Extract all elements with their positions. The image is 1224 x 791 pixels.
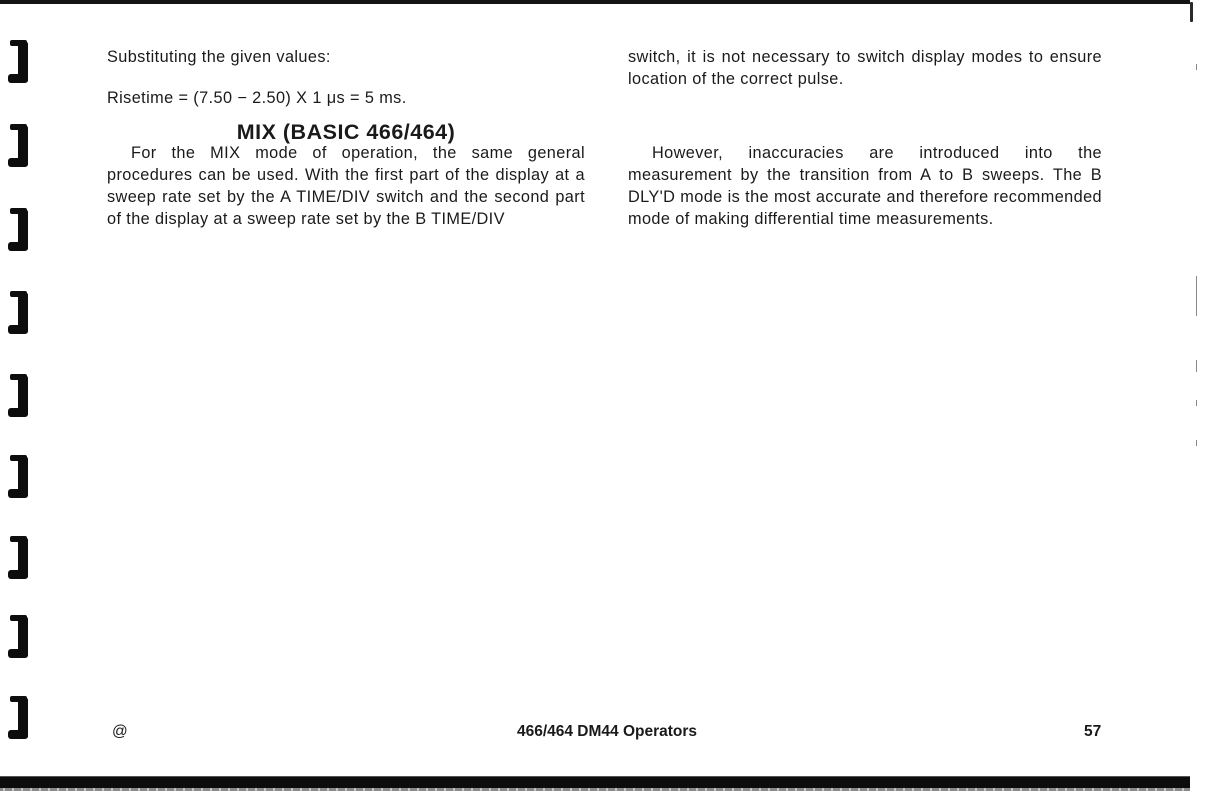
binding-mark — [8, 611, 30, 659]
mix-paragraph: For the MIX mode of operation, the same general procedures can be used. With the first part of the display at a sweep rate set by the A TIME/DIV switch and the second part of the display at a sweep rate set by the B TIME/DIV — [107, 144, 585, 228]
binding-mark — [8, 532, 30, 580]
binding-mark — [8, 120, 30, 168]
continuation-paragraph: switch, it is not necessary to switch display modes to ensure location of the correct pulse. — [628, 48, 1102, 88]
right-column — [628, 46, 1102, 230]
binding-mark — [8, 204, 30, 252]
risetime-equation: Risetime = (7.50 − 2.50) X 1 μs = 5 ms. — [107, 89, 407, 107]
left-column — [107, 46, 585, 230]
page-number: 57 — [1084, 723, 1102, 740]
footer-title: 466/464 DM44 Operators — [516, 723, 698, 740]
intro-text: Substituting the given values: — [107, 48, 331, 66]
top-rule — [0, 0, 1190, 4]
binding-mark — [8, 287, 30, 335]
inaccuracy-paragraph: However, inaccuracies are introduced into the measurement by the transition from A to B sweeps. The B DLY'D mode is the most accurate and therefore recommended mode of making differential time measurements. — [628, 144, 1102, 228]
top-rule-end — [1190, 2, 1193, 22]
binding-mark — [8, 451, 30, 499]
section-heading: MIX (BASIC 466/464) — [236, 120, 456, 144]
binding-mark — [8, 36, 30, 84]
footer-title-wrap — [0, 723, 1224, 741]
binding-mark — [8, 370, 30, 418]
bottom-rule — [0, 776, 1190, 788]
footer-symbol: @ — [112, 723, 128, 740]
